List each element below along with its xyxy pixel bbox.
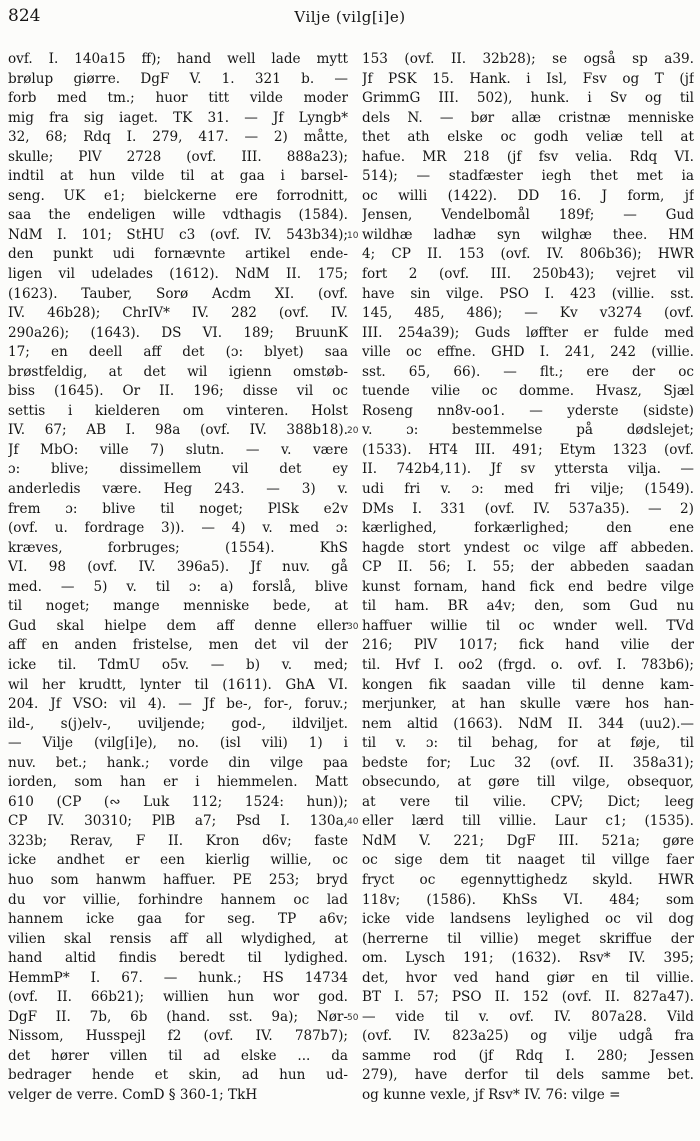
text-line: GrimmG III. 502), hunk. i Sv og til	[362, 90, 694, 107]
text-line: oc willi (1422). DD 16. J form, jf	[362, 187, 694, 204]
text-line: settis i kielderen om vinteren. Holst	[8, 402, 348, 419]
text-line: bedrager hende et skin, ad hun ud-	[8, 1067, 348, 1084]
text-line: til. Hvf I. oo2 (frgd. o. ovf. I. 783b6);	[362, 656, 694, 673]
text-line: haffuer willie til oc wnder well. TVd	[362, 617, 694, 634]
text-line: (herrerne til villie) meget skriffue der	[362, 930, 694, 947]
text-line: til ham. BR a4v; den, som Gud nu	[362, 598, 694, 615]
text-line: III. 254a39); Guds løffter er fulde med	[362, 324, 694, 341]
text-line: 610 (CP (∾ Luk 112; 1524: hun));	[8, 793, 348, 810]
text-line: merjunker, at han skulle være hos han-	[362, 696, 694, 713]
text-line: hand altid findis beredt til lydighed.	[8, 950, 348, 967]
text-line: med. — 5) v. til ɔ: a) forslå, blive	[8, 578, 348, 595]
text-line: brølup giørre. DgF V. 1. 321 b. —	[8, 70, 348, 87]
text-line: brøstfeldig, at det wil igienn omstøb-	[8, 363, 348, 380]
text-line: det, hvor ved hand giør en til villie.	[362, 969, 694, 986]
text-line: hafue. MR 218 (jf fsv velia. Rdq VI.	[362, 148, 694, 165]
text-line: 17; en deell aff det (ɔ: blyet) saa	[8, 344, 348, 361]
text-line: ɔ: blive; dissimellem vil det ey	[8, 461, 348, 478]
text-line: wil her krudtt, lynter til (1611). GhA VI.	[8, 676, 348, 693]
text-line: IV. 67; AB I. 98a (ovf. IV. 388b18).	[8, 422, 348, 439]
text-line: (1623). Tauber, Sorø Acdm XI. (ovf.	[8, 285, 348, 302]
text-line: kræves, forbruges; (1554). KhS	[8, 539, 348, 556]
text-line: thet ath elske oc godh veliæ tell at	[362, 129, 694, 146]
line-number: 30	[347, 621, 359, 632]
text-line: wildhæ ladhæ syn wilghæ thee. HM	[362, 226, 694, 243]
text-line: have sin vilge. PSO I. 423 (villie. sst.	[362, 285, 694, 302]
text-line: icke til. TdmU o5v. — b) v. med;	[8, 656, 348, 673]
text-line: til noget; mange menniske bede, at	[8, 598, 348, 615]
text-line: II. 742b4,11). Jf sv yttersta vilja. —	[362, 461, 694, 478]
text-line: nuv. bet.; hank.; vorde din vilge paa	[8, 754, 348, 771]
text-line: 153 (ovf. II. 32b28); se også sp a39.	[362, 51, 694, 67]
text-line: fryct oc egennyttighedz skyld. HWR	[362, 871, 694, 888]
text-line: HemmP* I. 67. — hunk.; HS 14734	[8, 969, 348, 986]
text-line: NdM V. 221; DgF III. 521a; gøre	[362, 832, 694, 849]
text-line: skulle; PlV 2728 (ovf. III. 888a23);	[8, 148, 348, 165]
text-line: tuende vilie oc domme. Hvasz, Sjæl	[362, 383, 694, 400]
text-line: om. Lysch 191; (1632). Rsv* IV. 395;	[362, 950, 694, 967]
text-line: Nissom, Husspejl f2 (ovf. IV. 787b7);	[8, 1028, 348, 1045]
text-line: Roseng nn8v-oo1. — yderste (sidste)	[362, 402, 694, 419]
text-line: 216; PlV 1017; fick hand vilie der	[362, 637, 694, 654]
text-line: iorden, som han er i hiemmelen. Matt	[8, 774, 348, 791]
text-line: Jf MbO: ville 7) slutn. — v. være	[8, 441, 348, 458]
text-line: kongen fik saadan ville til denne kam-	[362, 676, 694, 693]
text-line: seng. UK e1; bielckerne ere forrodnitt,	[8, 187, 348, 204]
text-line: icke andhet er een kierlig willie, oc	[8, 852, 348, 869]
text-line: DgF II. 7b, 6b (hand. sst. 9a); Nør-	[8, 1008, 348, 1025]
text-line: CP IV. 30310; PlB a7; Psd I. 130a,	[8, 813, 348, 830]
text-line: biss (1645). Or II. 196; disse vil oc	[8, 383, 348, 400]
text-line: nem altid (1663). NdM II. 344 (uu2).—	[362, 715, 694, 732]
text-line: indtil at hun vilde til at gaa i barsel-	[8, 168, 348, 185]
text-line: bedste for; Luc 32 (ovf. II. 358a31);	[362, 754, 694, 771]
running-head: Vilje (vilg[i]e)	[294, 8, 406, 26]
text-line: Jensen, Vendelbomål 189f; — Gud	[362, 207, 694, 224]
page-number: 824	[8, 6, 41, 26]
text-line: saa the endeligen wille vdthagis (1584).	[8, 207, 348, 224]
text-line: 323b; Rerav, F II. Kron d6v; faste	[8, 832, 348, 849]
text-line: forb med tm.; huor titt vilde moder	[8, 90, 348, 107]
text-line: BT I. 57; PSO II. 152 (ovf. II. 827a47).	[362, 989, 694, 1006]
text-line: huo som hanwm haffuer. PE 253; bryd	[8, 871, 348, 888]
text-line: VI. 98 (ovf. IV. 396a5). Jf nuv. gå	[8, 559, 348, 576]
line-number: 10	[347, 230, 359, 241]
text-line: IV. 46b28); ChrIV* IV. 282 (ovf. IV.	[8, 305, 348, 322]
text-line: ovf. I. 140a15 ff); hand well lade mytt	[8, 51, 348, 67]
text-line: 4; CP II. 153 (ovf. IV. 806b36); HWR	[362, 246, 694, 263]
text-line: Jf PSK 15. Hank. i Isl, Fsv og T (jf	[362, 70, 694, 87]
text-line: mig fra sig iaget. TK 31. — Jf Lyngb*	[8, 109, 348, 126]
text-line: sst. 65, 66). — flt.; ere der oc	[362, 363, 694, 380]
left-column	[8, 50, 348, 1106]
text-line: 279), have derfor til dels samme bet.	[362, 1067, 694, 1084]
text-line: samme rod (jf Rdq I. 280; Jessen	[362, 1047, 694, 1064]
text-line: DMs I. 331 (ovf. IV. 537a35). — 2)	[362, 500, 694, 517]
line-number: 40	[347, 817, 359, 828]
text-line: anderledis være. Heg 243. — 3) v.	[8, 481, 348, 498]
text-line: NdM I. 101; StHU c3 (ovf. IV. 543b34);	[8, 226, 348, 243]
text-line: (ovf. IV. 823a25) og vilje udgå fra	[362, 1028, 694, 1045]
text-line: 514); — stadfæster iegh thet met ia	[362, 168, 694, 185]
text-line: CP II. 56; I. 55; der abbeden saadan	[362, 559, 694, 576]
text-line: — vide til v. ovf. IV. 807a28. Vild	[362, 1008, 694, 1025]
line-number: 50	[347, 1012, 359, 1023]
text-line: — Vilje (vilg[i]e), no. (isl vili) 1) i	[8, 735, 348, 752]
text-line: (ovf. II. 66b21); willien hun wor god.	[8, 989, 348, 1006]
text-line: aff en anden fristelse, men det vil der	[8, 637, 348, 654]
text-line: icke vide landsens leylighed oc vil dog	[362, 911, 694, 928]
text-line: (ovf. u. fordrage 3)). — 4) v. med ɔ:	[8, 520, 348, 537]
text-line: og kunne vexle, jf Rsv* IV. 76: vilge =	[362, 1086, 621, 1103]
text-line: ligen vil udelades (1612). NdM II. 175;	[8, 266, 348, 283]
text-line: udi fri v. ɔ: med fri vilje; (1549).	[362, 481, 694, 498]
text-line: ville oc effne. GHD I. 241, 242 (villie.	[362, 344, 694, 361]
text-line: v. ɔ: bestemmelse på dødslejet;	[362, 422, 694, 439]
text-line: ild-, s(j)elv-, uviljende; god-, ildviljet.	[8, 715, 348, 732]
text-line: hannem icke gaa for seg. TP a6v;	[8, 911, 348, 928]
text-line: eller lærd till villie. Laur c1; (1535).	[362, 813, 694, 830]
text-line: til v. ɔ: til behag, for at føje, til	[362, 735, 694, 752]
text-line: dels N. — bør allæ cristnæ menniske	[362, 109, 694, 126]
right-column	[362, 50, 694, 1106]
text-line: obsecundo, at gøre till vilge, obsequor,	[362, 774, 694, 791]
text-line: hagde stort yndest oc vilge aff abbeden.	[362, 539, 694, 556]
text-line: fort 2 (ovf. III. 250b43); vejret vil	[362, 266, 694, 283]
text-line: 118v; (1586). KhSs VI. 484; som	[362, 891, 694, 908]
text-line: 32, 68; Rdq I. 279, 417. — 2) måtte,	[8, 129, 348, 146]
text-line: 290a26); (1643). DS VI. 189; BruunK	[8, 324, 348, 341]
line-number: 20	[347, 426, 359, 437]
text-line: du vor villie, forhindre hannem oc lad	[8, 891, 348, 908]
text-line: kærlighed, forkærlighed; den ene	[362, 520, 694, 537]
text-line: frem ɔ: blive til noget; PlSk e2v	[8, 500, 348, 517]
text-line: 204. Jf VSO: vil 4). — Jf be-, for-, foruv.;	[8, 696, 348, 713]
text-line: at vere til vilie. CPV; Dict; leeg	[362, 793, 694, 810]
text-line: (1533). HT4 III. 491; Etym 1323 (ovf.	[362, 441, 694, 458]
text-line: velger de verre. ComD § 360-1; TkH	[8, 1086, 258, 1103]
text-line: 145, 485, 486); — Kv v3274 (ovf.	[362, 305, 694, 322]
text-line: vilien skal rensis aff all wlydighed, at	[8, 930, 348, 947]
text-line: kunst fornam, hand fick end bedre vilge	[362, 578, 694, 595]
text-line: det hører villen til ad elske ... da	[8, 1047, 348, 1064]
text-line: Gud skal hielpe dem aff denne eller	[8, 617, 348, 634]
text-line: den punkt udi fornævnte artikel ende-	[8, 246, 348, 263]
text-line: oc sige dem tit naaget til villge faer	[362, 852, 694, 869]
